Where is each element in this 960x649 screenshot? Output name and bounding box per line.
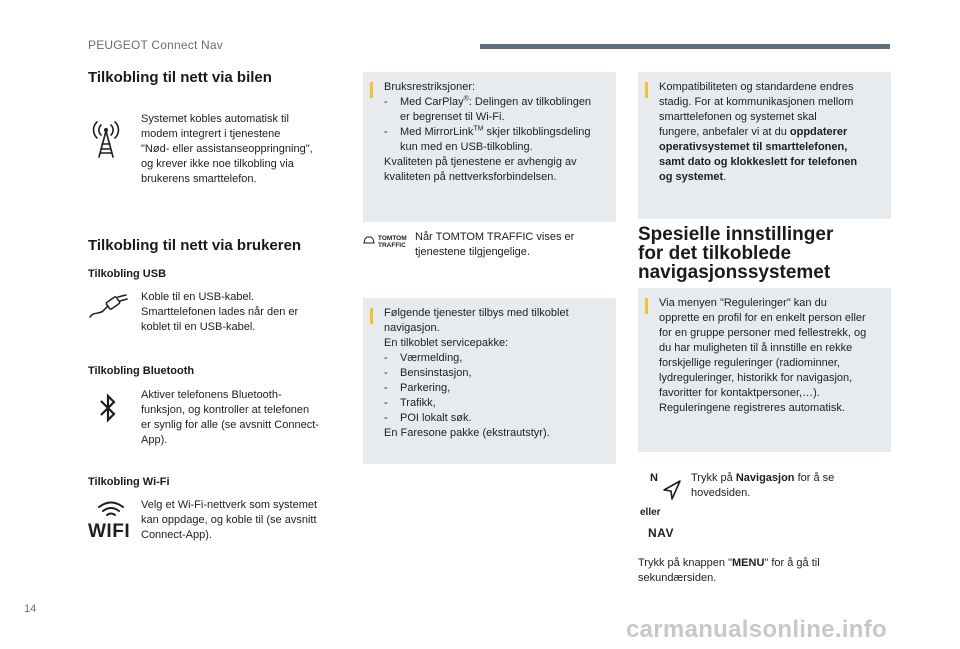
bluetooth-heading: Tilkobling Bluetooth [88,365,195,377]
settings-info-box: Via menyen "Reguleringer" kan du opprette en profil for en enkelt person eller for en gruppe personer med fellestrekk, og du har muligheten til å innstille en rekke forskjellige reguleringer (radiominner, lydreguleringer, historikk for navigasjon, favoritter for kontaktpersoner,…). Reguleringene registreres automatisk. [638,288,891,452]
usage-restrictions-box: Bruksrestriksjoner: - Med CarPlay®: Delingen av tilkoblingen er begrenset til Wi-Fi. - Med MirrorLink™ skjer tilkoblingsdeling kun med en USB-tilkobling. Kvaliteten på tjenestene er avhengig av kvaliteten på nettverksforbindelsen. [363,72,616,222]
list-item: - Værmelding, [384,351,610,366]
navigation-instruction: Trykk på Navigasjon for å se hovedsiden. [691,472,835,499]
page-number: 14 [24,603,37,615]
list-item: - Med MirrorLink™ skjer tilkoblingsdeling kun med en USB-tilkobling. [384,125,610,155]
compass-north-label: N [650,472,658,484]
section-title-vehicle: Tilkobling til nett via bilen [88,69,272,86]
info-marker [370,308,373,324]
navigation-arrow-icon [660,478,684,502]
list-item: - Parkering, [384,381,610,396]
bluetooth-text: Aktiver telefonens Bluetooth- funksjon, og kontroller at telefonen er synlig for alle (se avsnitt Connect- App). [141,389,319,446]
or-label: eller [640,507,661,518]
usb-cable-icon [86,293,130,321]
list-item: - Med CarPlay®: Delingen av tilkoblingen er begrenset til Wi-Fi. [384,95,610,125]
vehicle-connection-text: Systemet kobles automatisk til modem integrert i tjenestene "Nød- eller assistanseoppringning", og krever ikke noe tilkobling via brukerens smarttelefon. [141,113,313,185]
tomtom-text: Når TOMTOM TRAFFIC vises er tjenestene tilgjengelige. [415,231,575,258]
wifi-heading: Tilkobling Wi-Fi [88,476,170,488]
menu-instruction: Trykk på knappen "MENU" for å gå til sekundærsiden. [638,557,820,584]
usb-text: Koble til en USB-kabel. Smarttelefonen lades når den er koblet til en USB-kabel. [141,291,299,333]
header-rule [480,44,890,49]
antenna-icon [90,117,122,159]
compatibility-box: Kompatibiliteten og standardene endres stadig. For at kommunikasjonen mellom smarttelefonen og systemet skal fungere, anbefaler vi at du oppdaterer operativsystemet til smarttelefonen, samt dato og klokkeslett for telefonen og systemet. [638,72,891,219]
connected-services-box: Følgende tjenester tilbys med tilkoblet navigasjon. En tilkoblet servicepakke: - Værmelding, - Bensinstasjon, - Parkering, - Trafikk, - POI lokalt søk. En Faresone pakke (ekstrautstyr). [363,298,616,464]
info-marker [645,298,648,314]
bluetooth-icon [98,392,118,424]
wifi-icon [96,500,126,520]
info-marker [370,82,373,98]
info-marker [645,82,648,98]
list-item: - Trafikk, [384,396,610,411]
nav-button-icon: NAV [648,526,674,540]
settings-section-title: Spesielle innstillinger for det tilkoblede navigasjonssystemet [638,224,834,283]
watermark: carmanualsonline.info [626,616,888,643]
list-item: - POI lokalt søk. [384,411,610,426]
running-header: PEUGEOT Connect Nav [88,38,223,52]
traffic-car-icon [363,236,375,244]
wifi-icon-label: WIFI [88,521,131,542]
wifi-text: Velg et Wi-Fi-nettverk som systemet kan oppdage, og koble til (se avsnitt Connect-App). [141,499,318,541]
section-title-user: Tilkobling til nett via brukeren [88,237,302,254]
list-item: - Bensinstasjon, [384,366,610,381]
usb-heading: Tilkobling USB [88,268,167,280]
